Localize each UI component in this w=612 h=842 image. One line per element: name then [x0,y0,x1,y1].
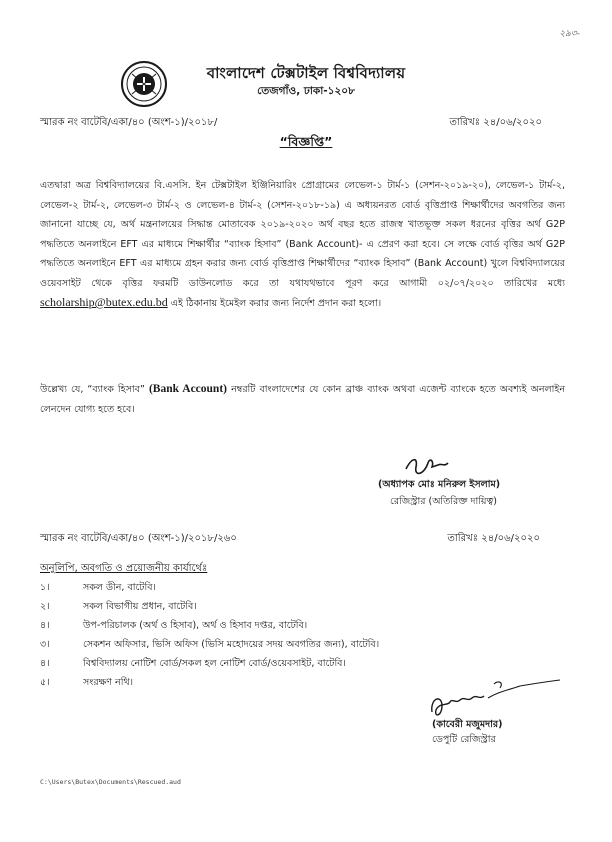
note-emphasis: (Bank Account) [148,383,227,395]
university-name: বাংলাদেশ টেক্সটাইল বিশ্ববিদ্যালয় [206,64,406,82]
list-item [40,654,560,673]
scholarship-email-link[interactable]: scholarship@butex.edu.bd [40,295,168,309]
list-item-text: বিশ্ববিদ্যালয় নোটিশ বোর্ড/সকল হল নোটিশ বোর্ড/ওয়েবসাইট, বাটেবি। [83,658,346,669]
list-item-number: ৪। [40,658,50,669]
list-item-number: ১। [40,582,50,593]
list-item-text: উপ-পরিচালক (অর্থ ও হিসাব), অর্থ ও হিসাব দপ্তর, বাটেবি। [83,620,308,631]
note-prefix: উল্লেখ্য যে, “ব্যাংক হিসাব” [40,384,145,395]
list-item-text: সংরক্ষণ নথি। [83,677,133,688]
page-number-note: ২৯৩- [559,29,580,39]
list-item [40,635,560,654]
registrar-name: (অধ্যাপক মোঃ মনিরুল ইসলাম) [378,479,501,490]
file-path-footer: C:\Users\Butex\Documents\Rescued.aud [40,778,181,786]
list-item-text: সকল ডীন, বাটেবি। [83,582,156,593]
registrar-title: রেজিস্ট্রার (অতিরিক্ত দায়িত্ব) [390,496,497,507]
list-item-number: ৪। [40,620,50,631]
list-item-number: ২। [40,601,50,612]
registrar-signature [404,453,564,481]
body-text-end: এই ঠিকানায় ইমেইল করার জন্য নির্দেশ প্রদান করা হলো। [170,298,382,309]
list-item [40,616,560,635]
list-item-number: ৫। [40,677,50,688]
university-address: তেজগাঁও, ঢাকা-১২০৮ [257,85,355,97]
memo-date: তারিখঃ ২৪/০৬/২০২০ [449,117,542,128]
list-item [40,578,560,597]
deputy-registrar-title: ডেপুটি রেজিস্ট্রার [432,734,496,745]
distribution-heading: অনুলিপি, অবগতি ও প্রয়োজনীয় কার্যার্থেঃ [40,563,208,574]
note-suffix: নম্বরটি বাংলাদেশের যে কোন ব্রাঞ্চ ব্যাংক অথবা এজেন্ট ব্যাংকে হতে অবশ্যই অনলাইন লেনদেন যোগ্য হতে হবে। [40,384,565,415]
deputy-registrar-signature [428,676,588,724]
notice-title-text: “বিজ্ঞপ্তি” [279,134,333,149]
body-text: এতদ্বারা অত্র বিশ্ববিদ্যালয়ের বি.এসসি. ইন টেক্সটাইল ইঞ্জিনিয়ারিং প্রোগ্রামের লেভেল-১ টার্ম-১ (সেশন-২০১৯-২০), লেভেল-১ টার্ম-২, লেভেল-২ টার্ম-২, লেভেল-৩ টার্ম-২ ও লেভেল-৪ টার্ম-২ (সেশন-২০১৮-১৯) এ অধ্যয়নরত বোর্ড বৃত্তিপ্রাপ্ত শিক্ষার্থীদের অবগতির জন্য জানানো যাচ্ছে যে, অর্থ মন্ত্রনালয়ের সিদ্ধান্ত মোতাবেক ২০১৯-২০২০ অর্থ বছর হতে রাজস্ব খাতভূক্ত সকল ধরনের বৃত্তির অর্থ G2P পদ্ধতিতে অনলাইনে EFT এর মাধ্যমে শিক্ষার্থীর “ব্যাংক হিসাব” (Bank Account)- এ প্রেরণ করা হবে। সে লক্ষে বোর্ড বৃত্তির অর্থ G2P পদ্ধতিতে অনলাইনে EFT এর মাধ্যমে গ্রহন করার জন্য বোর্ড বৃত্তিপ্রাপ্ত শিক্ষার্থীদের “ব্যাংক হিসাব” (Bank Account) খুলে বিশ্ববিদ্যালয়ের ওয়েবসাইট থেকে বৃত্তির ফরমটি ডাউনলোড করে তা যথাযথভাবে পূরণ করে আগামী ০২/০৭/২০২০ তারিখের মধ্যে [40,180,565,289]
list-item-text: সেকশন অফিসার, ভিসি অফিস (ভিসি মহোদয়ের সদয় অবগতির জন্য), বাটেবি। [83,639,380,650]
notice-title [0,134,612,154]
list-item-number: ৩। [40,639,50,650]
list-item-text: সকল বিভাগীয় প্রধান, বাটেবি। [83,601,197,612]
memo-reference: স্মারক নং বাটেবি/একা/৪০ (অংশ-১)/২০১৮/ [40,117,218,128]
notice-body [40,176,565,314]
list-item [40,597,560,616]
bank-account-note [40,379,565,420]
memo-date-copy: তারিখঃ ২৪/০৬/২০২০ [447,533,540,544]
deputy-registrar-name: (কাবেরী মজুমদার) [432,719,503,730]
memo-reference-copy: স্মারক নং বাটেবি/একা/৪০ (অংশ-১)/২০১৮/২৬০ [40,533,237,544]
distribution-list [40,578,560,692]
